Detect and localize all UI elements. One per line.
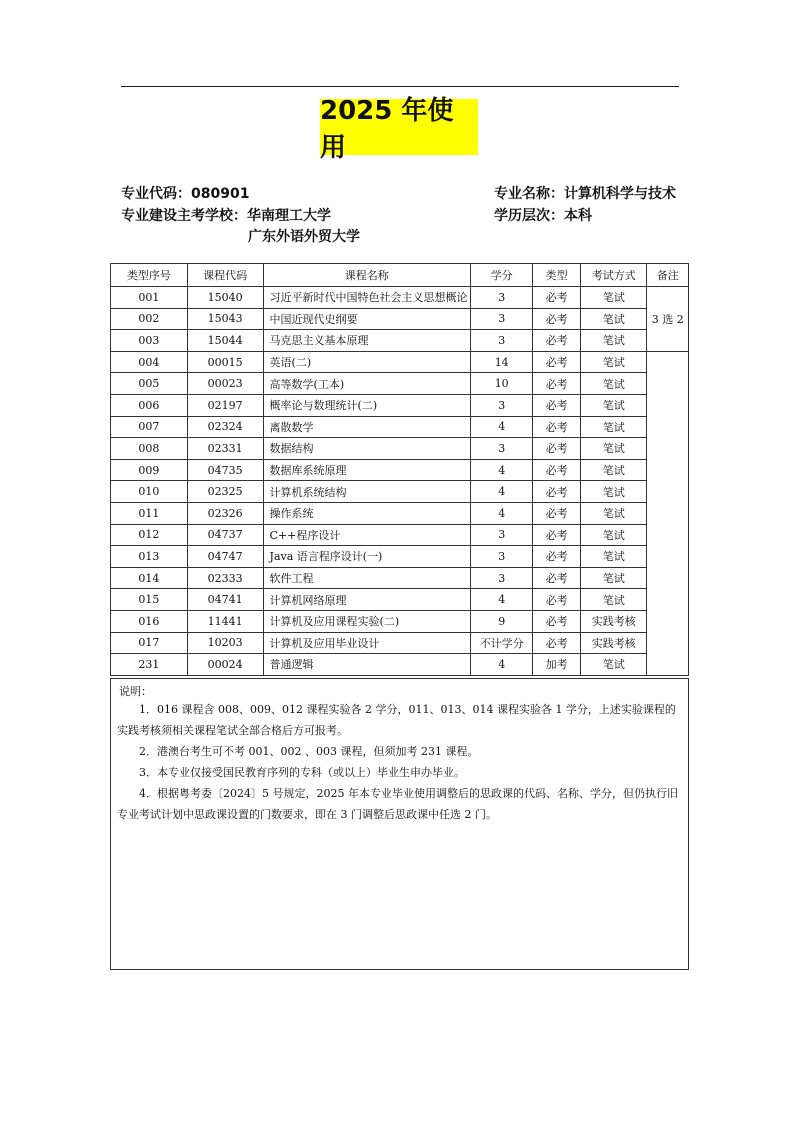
top-divider (121, 86, 679, 87)
cell-exam: 笔试 (581, 502, 647, 524)
cell-type: 必考 (533, 546, 581, 568)
cell-name: 习近平新时代中国特色社会主义思想概论 (263, 287, 471, 309)
cell-exam: 实践考核 (581, 632, 647, 654)
cell-name: 计算机及应用毕业设计 (263, 632, 471, 654)
cell-seq: 007 (111, 416, 188, 438)
cell-exam: 笔试 (581, 330, 647, 352)
cell-exam: 笔试 (581, 373, 647, 395)
cell-name: 概率论与数理统计(二) (263, 394, 471, 416)
table-row (111, 654, 689, 676)
table-row (111, 351, 689, 373)
cell-credit: 4 (471, 654, 533, 676)
cell-name: 计算机系统结构 (263, 481, 471, 503)
cell-type: 必考 (533, 459, 581, 481)
cell-type: 加考 (533, 654, 581, 676)
cell-type: 必考 (533, 589, 581, 611)
table-row (111, 632, 689, 654)
table-header-row (111, 264, 689, 287)
cell-remark-empty (647, 351, 689, 675)
cell-credit: 3 (471, 524, 533, 546)
cell-seq: 002 (111, 308, 188, 330)
cell-name: 操作系统 (263, 502, 471, 524)
host-school-label: 专业建设主考学校： (121, 208, 247, 224)
notes-label: 说明： (119, 685, 152, 698)
cell-code: 02331 (187, 438, 263, 460)
cell-seq: 008 (111, 438, 188, 460)
cell-credit: 3 (471, 567, 533, 589)
cell-type: 必考 (533, 330, 581, 352)
cell-seq: 016 (111, 610, 188, 632)
col-header-seq: 类型序号 (111, 264, 188, 287)
cell-seq: 005 (111, 373, 188, 395)
table-row (111, 481, 689, 503)
cell-credit: 4 (471, 589, 533, 611)
cell-exam: 笔试 (581, 654, 647, 676)
cell-credit: 14 (471, 351, 533, 373)
cell-code: 02197 (187, 394, 263, 416)
cell-exam: 笔试 (581, 481, 647, 503)
cell-credit: 10 (471, 373, 533, 395)
cell-exam: 实践考核 (581, 610, 647, 632)
cell-type: 必考 (533, 438, 581, 460)
cell-seq: 001 (111, 287, 188, 309)
host-school-2: 广东外语外贸大学 (248, 229, 360, 245)
cell-exam: 笔试 (581, 459, 647, 481)
cell-code: 02333 (187, 567, 263, 589)
cell-name: Java 语言程序设计(一) (263, 546, 471, 568)
cell-code: 02325 (187, 481, 263, 503)
cell-name: 英语(二) (263, 351, 471, 373)
cell-type: 必考 (533, 567, 581, 589)
cell-code: 02324 (187, 416, 263, 438)
cell-code: 02326 (187, 502, 263, 524)
cell-seq: 015 (111, 589, 188, 611)
cell-type: 必考 (533, 610, 581, 632)
cell-code: 00023 (187, 373, 263, 395)
cell-code: 00015 (187, 351, 263, 373)
cell-exam: 笔试 (581, 567, 647, 589)
cell-name: 中国近现代史纲要 (263, 308, 471, 330)
cell-name: 软件工程 (263, 567, 471, 589)
col-header-type: 类型 (533, 264, 581, 287)
cell-seq: 011 (111, 502, 188, 524)
cell-credit: 4 (471, 481, 533, 503)
cell-seq: 003 (111, 330, 188, 352)
table-row (111, 589, 689, 611)
host-school-1: 华南理工大学 (247, 208, 331, 224)
table-row (111, 567, 689, 589)
cell-seq: 012 (111, 524, 188, 546)
cell-name: 高等数学(工本) (263, 373, 471, 395)
col-header-remark: 备注 (647, 264, 689, 287)
major-name-value: 计算机科学与技术 (564, 186, 676, 202)
cell-credit: 3 (471, 438, 533, 460)
cell-code: 15040 (187, 287, 263, 309)
table-row (111, 287, 689, 309)
cell-code: 11441 (187, 610, 263, 632)
col-header-code: 课程代码 (187, 264, 263, 287)
cell-seq: 006 (111, 394, 188, 416)
cell-credit: 9 (471, 610, 533, 632)
major-code-value: 080901 (191, 186, 250, 202)
table-row (111, 416, 689, 438)
col-header-credit: 学分 (471, 264, 533, 287)
cell-code: 04735 (187, 459, 263, 481)
table-row (111, 330, 689, 352)
major-name (494, 183, 676, 203)
cell-credit: 3 (471, 287, 533, 309)
cell-type: 必考 (533, 373, 581, 395)
table-row (111, 524, 689, 546)
major-code-label: 专业代码： (121, 186, 191, 202)
note-item-2: 2．港澳台考生可不考 001、002 、003 课程，但须加考 231 课程。 (139, 745, 479, 758)
cell-exam: 笔试 (581, 394, 647, 416)
cell-exam: 笔试 (581, 438, 647, 460)
cell-type: 必考 (533, 524, 581, 546)
cell-type: 必考 (533, 394, 581, 416)
cell-type: 必考 (533, 287, 581, 309)
cell-credit: 3 (471, 394, 533, 416)
cell-type: 必考 (533, 308, 581, 330)
cell-credit: 3 (471, 546, 533, 568)
cell-exam: 笔试 (581, 287, 647, 309)
cell-exam: 笔试 (581, 546, 647, 568)
cell-name: 数据库系统原理 (263, 459, 471, 481)
cell-credit: 3 (471, 330, 533, 352)
cell-type: 必考 (533, 351, 581, 373)
major-code (121, 183, 249, 203)
host-school (121, 205, 331, 225)
cell-name: 数据结构 (263, 438, 471, 460)
note-item-1: 1．016 课程含 008、009、012 课程实验各 2 学分，011、013、014 课程实验各 1 学分，上述实验课程的实践考核须相关课程笔试全部合格后方可报考。 (117, 703, 676, 737)
cell-code: 04747 (187, 546, 263, 568)
cell-seq: 231 (111, 654, 188, 676)
cell-name: 计算机及应用课程实验(二) (263, 610, 471, 632)
cell-credit: 4 (471, 459, 533, 481)
cell-seq: 004 (111, 351, 188, 373)
major-name-label: 专业名称： (494, 186, 564, 202)
cell-remark-choose: 3 选 2 (647, 287, 689, 352)
table-row (111, 546, 689, 568)
education-level (494, 205, 592, 225)
cell-code: 04741 (187, 589, 263, 611)
cell-code: 00024 (187, 654, 263, 676)
education-level-value: 本科 (564, 208, 592, 224)
cell-seq: 014 (111, 567, 188, 589)
cell-exam: 笔试 (581, 416, 647, 438)
col-header-exam: 考试方式 (581, 264, 647, 287)
note-item-3: 3．本专业仅接受国民教育序列的专科（或以上）毕业生申办毕业。 (139, 766, 465, 779)
page-title: 2025 年使用 (320, 99, 478, 155)
cell-credit: 3 (471, 308, 533, 330)
cell-type: 必考 (533, 632, 581, 654)
cell-seq: 013 (111, 546, 188, 568)
cell-name: 马克思主义基本原理 (263, 330, 471, 352)
note-item-4: 4．根据粤考委〔2024〕5 号规定，2025 年本专业毕业使用调整后的思政课的代码、名称、学分，但仍执行旧专业考试计划中思政课设置的门数要求，即在 3 门调整后思政课中任选 2 门。 (117, 787, 678, 821)
cell-code: 10203 (187, 632, 263, 654)
table-row (111, 502, 689, 524)
cell-code: 15043 (187, 308, 263, 330)
cell-type: 必考 (533, 416, 581, 438)
table-row (111, 373, 689, 395)
col-header-name: 课程名称 (263, 264, 471, 287)
table-row (111, 308, 689, 330)
cell-type: 必考 (533, 502, 581, 524)
table-row (111, 459, 689, 481)
cell-credit: 4 (471, 502, 533, 524)
cell-credit: 不计学分 (471, 632, 533, 654)
cell-name: 计算机网络原理 (263, 589, 471, 611)
table-row (111, 438, 689, 460)
education-level-label: 学历层次： (494, 208, 564, 224)
cell-name: 普通逻辑 (263, 654, 471, 676)
cell-exam: 笔试 (581, 308, 647, 330)
cell-seq: 010 (111, 481, 188, 503)
cell-name: C++程序设计 (263, 524, 471, 546)
cell-code: 15044 (187, 330, 263, 352)
cell-seq: 009 (111, 459, 188, 481)
cell-code: 04737 (187, 524, 263, 546)
cell-name: 离散数学 (263, 416, 471, 438)
cell-type: 必考 (533, 481, 581, 503)
cell-credit: 4 (471, 416, 533, 438)
table-row (111, 610, 689, 632)
notes-section (110, 678, 689, 970)
table-row (111, 394, 689, 416)
cell-exam: 笔试 (581, 524, 647, 546)
course-table (110, 263, 689, 676)
cell-seq: 017 (111, 632, 188, 654)
cell-exam: 笔试 (581, 351, 647, 373)
cell-exam: 笔试 (581, 589, 647, 611)
